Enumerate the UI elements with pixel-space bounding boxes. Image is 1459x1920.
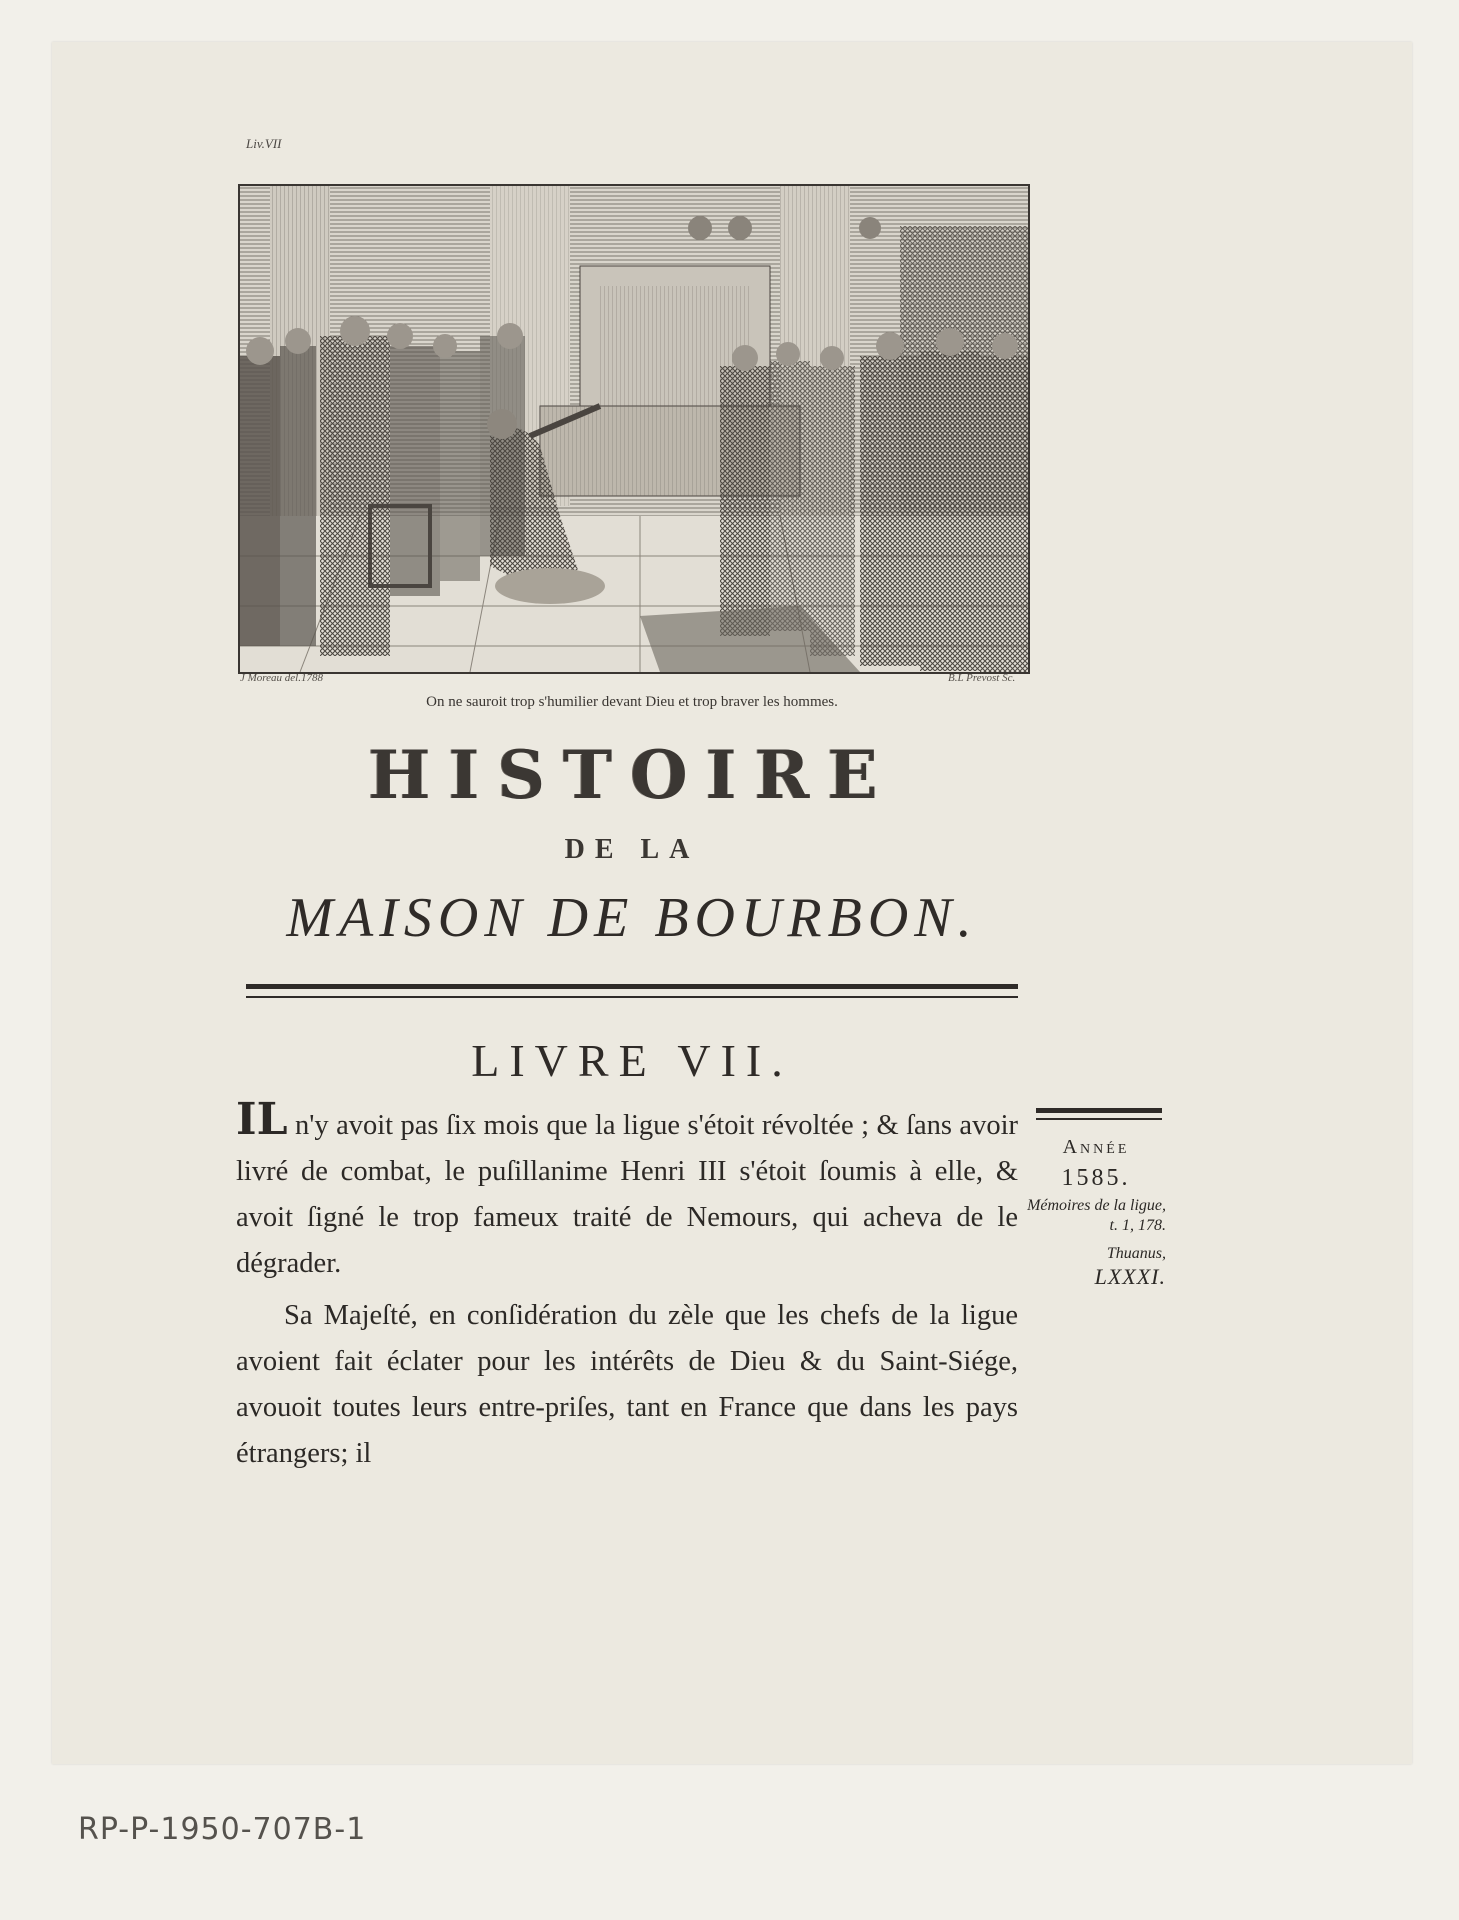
paragraph-1	[236, 1094, 1018, 1287]
margin-note-roman: LXXXI.	[1094, 1264, 1166, 1289]
title-maison-de-bourbon: MAISON DE BOURBON.	[286, 887, 978, 949]
inventory-number: RP-P-1950-707B-1	[78, 1812, 367, 1847]
drop-cap: IL	[236, 1094, 288, 1145]
margin-rule-thin	[1036, 1118, 1162, 1120]
margin-note-thuanus: Thuanus,	[1106, 1245, 1166, 1262]
engraving-caption: On ne sauroit trop s'humilier devant Dieu et trop braver les hommes.	[426, 694, 838, 710]
margin-year-label: Année	[1062, 1136, 1130, 1158]
engraving-credit-drawer: J Moreau del.1788	[240, 672, 323, 684]
body-text	[236, 1094, 1018, 1477]
margin-year: 1585.	[1061, 1165, 1131, 1191]
margin-note-memoires: Mémoires de la ligue, t. 1, 178.	[1027, 1197, 1166, 1234]
title-rule-thick	[246, 984, 1018, 989]
title-de-la: DE LA	[564, 834, 700, 865]
engraving-illustration	[238, 184, 1030, 674]
paragraph-2: Sa Majeſté, en conſidération du zèle que les chefs de la ligue avoient fait éclater pour les intérêts de Dieu & du Saint-Siége, avouoit toutes leurs entre-priſes, tant en France que dans les pays étrangers; il	[236, 1300, 1018, 1469]
title-rule-thin	[246, 996, 1018, 998]
plate-label: Liv.VII	[246, 136, 282, 151]
margin-rule-thick	[1036, 1108, 1162, 1113]
title-histoire: HISTOIRE	[368, 736, 896, 814]
paragraph-1-text: n'y avoit pas ſix mois que la ligue s'étoit révoltée ; & ſans avoir livré de combat, le puſillanime Henri III s'étoit ſoumis à elle, & avoit ſigné le trop fameux traité de Nemours, qui acheva de le dégrader.	[236, 1110, 1018, 1279]
book-heading: LIVRE VII.	[471, 1035, 793, 1086]
engraving-credit-engraver: B.L Prevost Sc.	[948, 672, 1016, 684]
margin-notes	[1026, 1136, 1166, 1290]
